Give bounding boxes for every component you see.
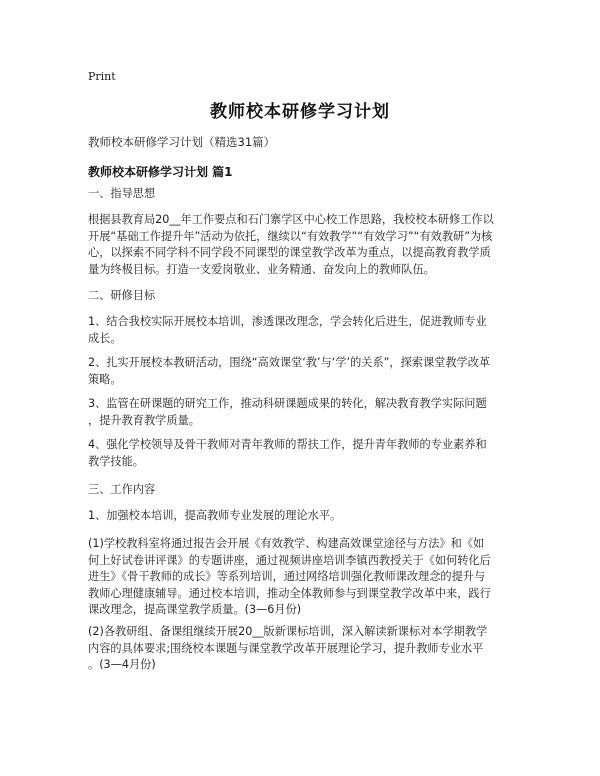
- section-heading-guiding-ideology: 一、指导思想: [88, 187, 156, 200]
- goal-item-1: [88, 314, 518, 347]
- section-heading-goals: 二、研修目标: [88, 289, 156, 302]
- text-line: 3、监管在研课题的研究工作，推动科研课题成果的转化，解决教育教学实际问题: [88, 397, 487, 410]
- content-item-1-2: [88, 624, 518, 674]
- text-line: 。(3—4月份): [88, 658, 156, 671]
- text-line: (2)各教研组、备课组继续开展20__版新课标培训，深入解读新课标对本学期教学: [88, 625, 488, 638]
- text-line: 教学技能。: [88, 454, 144, 468]
- text-line: 1、结合我校实际开展校本培训，渗透课改理念，学会转化后进生，促进教师专业: [88, 315, 487, 328]
- print-label[interactable]: Print: [88, 70, 116, 83]
- text-line: 策略。: [88, 372, 122, 386]
- page-title: 教师校本研修学习计划: [210, 102, 390, 122]
- text-line: 教师心理健康辅导。通过校本培训，推动全体教师参与到课堂教学改革中来，践行: [88, 586, 491, 600]
- text-line: (1)学校教科室将通过报告会开展《有效教学、构建高效课堂途径与方法》和《如: [88, 537, 485, 550]
- text-line: 课改理念，提高课堂教学质量。(3—6月份): [88, 603, 302, 616]
- document-subtitle: 教师校本研修学习计划（精选31篇）: [88, 135, 276, 149]
- goal-item-3: [88, 396, 518, 429]
- text-line: 成长。: [88, 331, 122, 345]
- text-line: 心，以探索不同学科不同学段不同课型的课堂教学改革为重点，以提高教育教学质: [88, 246, 491, 259]
- paragraph-guiding-ideology: [88, 212, 518, 278]
- content-item-1: 1、加强校本培训，提高教师专业发展的理论水平。: [88, 509, 342, 522]
- text-line: 内容的具体要求;围绕校本课题与课堂教学改革开展理论学习，提升教师专业水平: [88, 641, 484, 655]
- text-line: 量为终极目标。打造一支爱岗敬业、业务精通、奋发向上的教师队伍。: [88, 262, 435, 276]
- text-line: ，提升教育教学质量。: [88, 413, 200, 427]
- text-line: 开展“基础工作提升年”活动为依托，继续以“有效教学”“有效学习”“有效教研”为核: [88, 229, 493, 243]
- text-line: 根据县教育局20__年工作要点和石门寨学区中心校工作思路，我校校本研修工作以: [88, 213, 494, 226]
- goal-item-2: [88, 355, 518, 388]
- text-line: 2、扎实开展校本教研活动，围绕“高效课堂‘教’与‘学’的关系”，探索课堂教学改革: [88, 356, 491, 369]
- goal-item-4: [88, 437, 518, 470]
- section-heading-work-content: 三、工作内容: [88, 483, 156, 496]
- content-item-1-1: [88, 536, 518, 619]
- article-heading: 教师校本研修学习计划 篇1: [88, 165, 233, 179]
- text-line: 4、强化学校领导及骨干教师对青年教师的帮扶工作，提升青年教师的专业素养和: [88, 438, 487, 451]
- text-line: 进生》《骨干教师的成长》等系列培训，通过网络培训强化教师课改理念的提升与: [88, 570, 486, 583]
- text-line: 何上好试卷讲评课》的专题讲座，通过视频讲座培训李镇西教授关于《如何转化后: [88, 553, 491, 567]
